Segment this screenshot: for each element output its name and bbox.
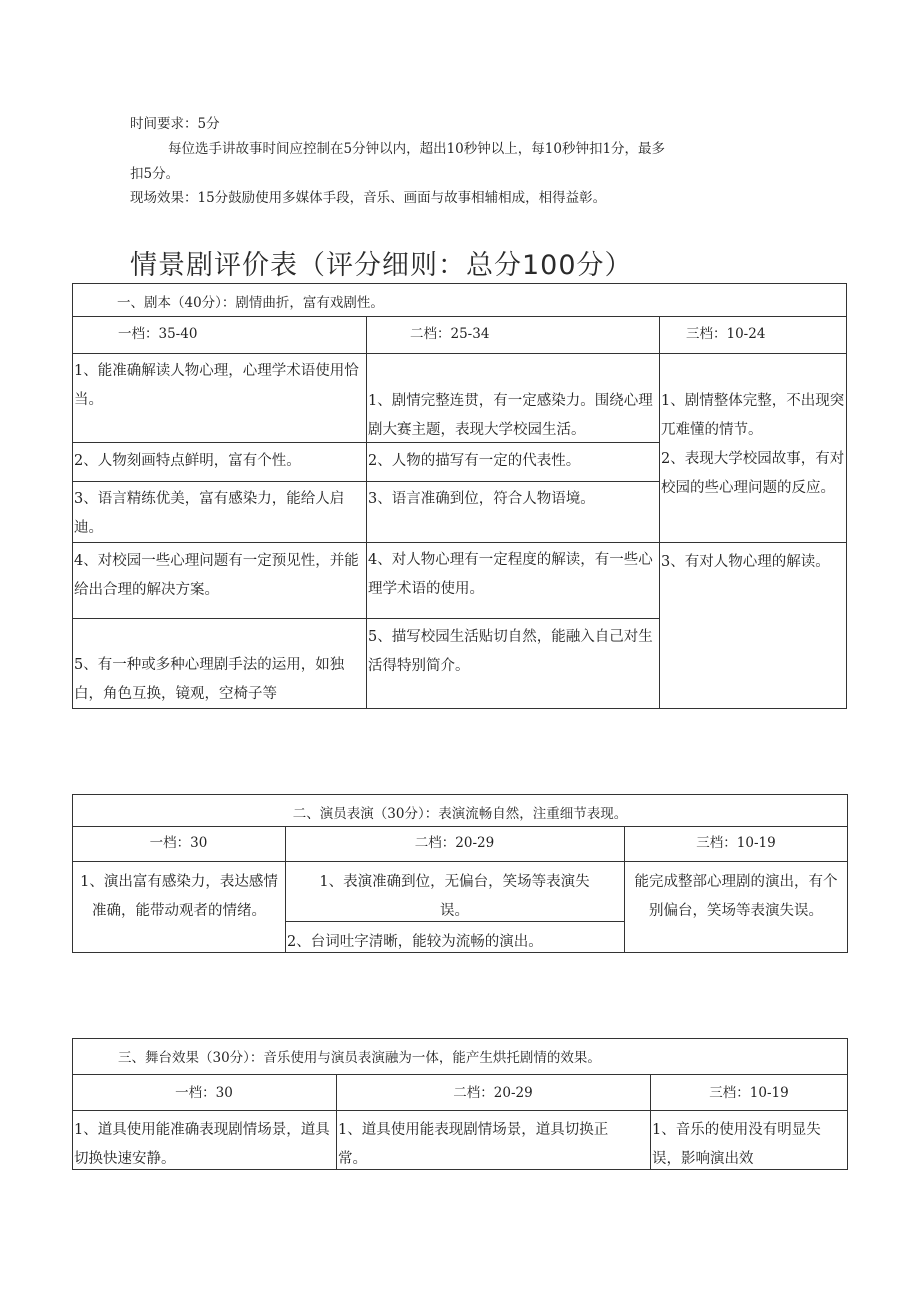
criterion-cell: 1、道具使用能准确表现剧情场景，道具切换快速安静。 [74, 1122, 330, 1167]
criterion-cell: 2、台词吐字清晰，能较为流畅的演出。 [287, 934, 543, 950]
grade-3-label: 三档：10-24 [686, 326, 766, 342]
stage-effect-header: 三、舞台效果（30分）：音乐使用与演员表演融为一体，能产生烘托剧情的效果。 [118, 1050, 601, 1066]
criterion-cell: 4、对人物心理有一定程度的解读，有一些心理学术语的使用。 [368, 552, 653, 597]
criterion-cell: 1、道具使用能表现剧情场景，道具切换正常。 [338, 1122, 609, 1167]
criterion-cell: 3、语言准确到位，符合人物语境。 [368, 491, 595, 507]
grade-1-label: 一档：30 [175, 1085, 233, 1101]
performance-header: 二、演员表演（30分）：表演流畅自然，注重细节表现。 [292, 806, 628, 822]
time-detail-line-1: 每位选手讲故事时间应控制在5分钟以内，超出10秒钟以上，每10秒钟扣1分，最多 [168, 141, 666, 157]
criterion-cell: 3、有对人物心理的解读。 [661, 554, 830, 570]
criterion-cell: 3、语言精练优美，富有感染力，能给人启迪。 [74, 491, 345, 536]
script-header: 一、剧本（40分）：剧情曲折，富有戏剧性。 [117, 295, 384, 311]
criterion-cell: 4、对校园一些心理问题有一定预见性，并能给出合理的解决方案。 [74, 553, 359, 598]
criterion-cell: 5、有一种或多种心理剧手法的运用，如独白，角色互换，镜观，空椅子等 [74, 657, 345, 702]
grade-2-label: 二档：20-29 [414, 835, 495, 851]
criterion-cell: 能完成整部心理剧的演出，有个别偏台，笑场等表演失误。 [634, 874, 838, 919]
criterion-cell: 1、剧情整体完整，不出现突兀难懂的情节。 [661, 393, 845, 438]
criterion-cell: 1、演出富有感染力，表达感情准确，能带动观者的情绪。 [80, 874, 278, 919]
criterion-cell: 1、剧情完整连贯，有一定感染力。围绕心理剧大赛主题，表现大学校园生活。 [368, 393, 653, 438]
criterion-cell: 1、音乐的使用没有明显失误，影响演出效 [652, 1122, 821, 1167]
criterion-cell: 5、描写校园生活贴切自然，能融入自己对生活得特别简介。 [368, 629, 653, 674]
criterion-cell: 2、表现大学校园故事，有对校园的些心理问题的反应。 [661, 451, 845, 496]
grade-2-label: 二档：25-34 [410, 326, 490, 342]
grade-1-label: 一档：35-40 [118, 326, 198, 342]
criterion-cell: 1、能准确解读人物心理，心理学术语使用恰当。 [74, 363, 359, 408]
grade-3-label: 三档：10-19 [709, 1085, 789, 1101]
grade-3-label: 三档：10-19 [696, 835, 776, 851]
grade-2-label: 二档：20-29 [453, 1085, 533, 1101]
criterion-cell: 2、人物刻画特点鲜明，富有个性。 [74, 453, 301, 469]
criterion-cell: 1、表演准确到位，无偏台，笑场等表演失误。 [319, 874, 590, 919]
live-effect: 现场效果：15分鼓励使用多媒体手段，音乐、画面与故事相辅相成，相得益彰。 [130, 190, 607, 206]
time-requirement: 时间要求：5分 [130, 116, 220, 132]
criterion-cell: 2、人物的描写有一定的代表性。 [368, 453, 581, 469]
time-detail-line-2: 扣5分。 [130, 166, 180, 182]
page-title: 情景剧评价表（评分细则：总分100分） [130, 250, 633, 281]
grade-1-label: 一档：30 [149, 835, 208, 851]
